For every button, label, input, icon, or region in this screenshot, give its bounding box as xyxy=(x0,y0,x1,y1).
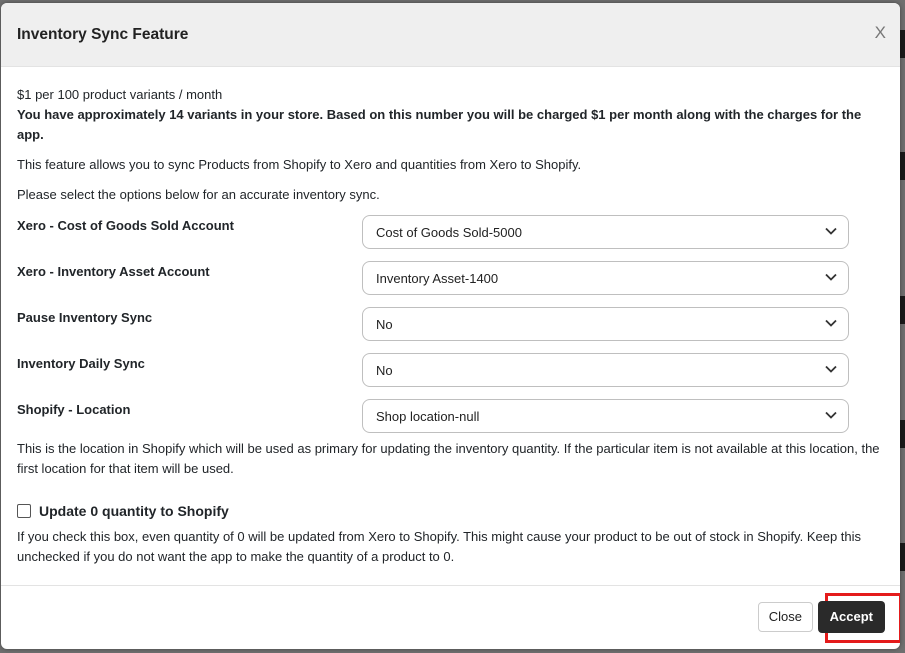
cogs-account-select[interactable] xyxy=(362,215,849,249)
zero-quantity-help-text: If you check this box, even quantity of 0 will be updated from Xero to Shopify. This might cause your product to be out of stock in Shopify. Keep this unchecked if you do not want the app to make the quantity of a product to 0. xyxy=(17,529,862,564)
form-row-pause-sync xyxy=(17,307,884,353)
shopify-location-value: Shop location-null xyxy=(376,409,480,424)
daily-sync-value: No xyxy=(376,363,393,378)
feature-description: This feature allows you to sync Products from Shopify to Xero and quantities from Xero to Shopify. xyxy=(17,157,582,172)
daily-sync-select[interactable] xyxy=(362,353,849,387)
form-row-daily-sync xyxy=(17,353,884,399)
form-row-inventory-asset xyxy=(17,261,884,307)
chevron-down-icon xyxy=(824,362,838,376)
pause-sync-select[interactable] xyxy=(362,307,849,341)
chevron-down-icon xyxy=(824,224,838,238)
inventory-asset-label: Xero - Inventory Asset Account xyxy=(17,264,210,279)
location-help-text: This is the location in Shopify which will be used as primary for updating the inventory quantity. If the particular item is not available at this location, the first location for that item will be used. xyxy=(17,441,880,476)
shopify-location-label: Shopify - Location xyxy=(17,402,131,417)
zero-quantity-option xyxy=(17,501,884,521)
inventory-asset-value: Inventory Asset-1400 xyxy=(376,271,499,286)
close-x-icon[interactable]: X xyxy=(874,23,886,42)
zero-quantity-checkbox[interactable] xyxy=(17,504,31,518)
options-form xyxy=(17,215,884,439)
modal-body xyxy=(1,67,900,567)
modal-header xyxy=(1,3,900,67)
cogs-account-label: Xero - Cost of Goods Sold Account xyxy=(17,218,234,233)
shopify-location-select[interactable] xyxy=(362,399,849,433)
variants-notice: You have approximately 14 variants in your store. Based on this number you will be charged $1 per month along with the charges for the app. xyxy=(17,107,862,142)
price-text: $1 per 100 product variants / month xyxy=(17,87,223,102)
inventory-sync-modal xyxy=(1,3,900,649)
cogs-account-value: Cost of Goods Sold-5000 xyxy=(376,225,522,240)
accept-button[interactable]: Accept xyxy=(818,601,885,633)
modal-footer xyxy=(1,585,900,649)
modal-title: Inventory Sync Feature xyxy=(17,26,189,43)
form-row-shopify-location xyxy=(17,399,884,439)
pause-sync-value: No xyxy=(376,317,393,332)
chevron-down-icon xyxy=(824,408,838,422)
close-button[interactable]: Close xyxy=(758,602,813,632)
chevron-down-icon xyxy=(824,316,838,330)
inventory-asset-select[interactable] xyxy=(362,261,849,295)
instruction-text: Please select the options below for an accurate inventory sync. xyxy=(17,187,380,202)
zero-quantity-label[interactable]: Update 0 quantity to Shopify xyxy=(39,503,229,519)
daily-sync-label: Inventory Daily Sync xyxy=(17,356,145,371)
form-row-cogs-account xyxy=(17,215,884,261)
pause-sync-label: Pause Inventory Sync xyxy=(17,310,153,325)
chevron-down-icon xyxy=(824,270,838,284)
